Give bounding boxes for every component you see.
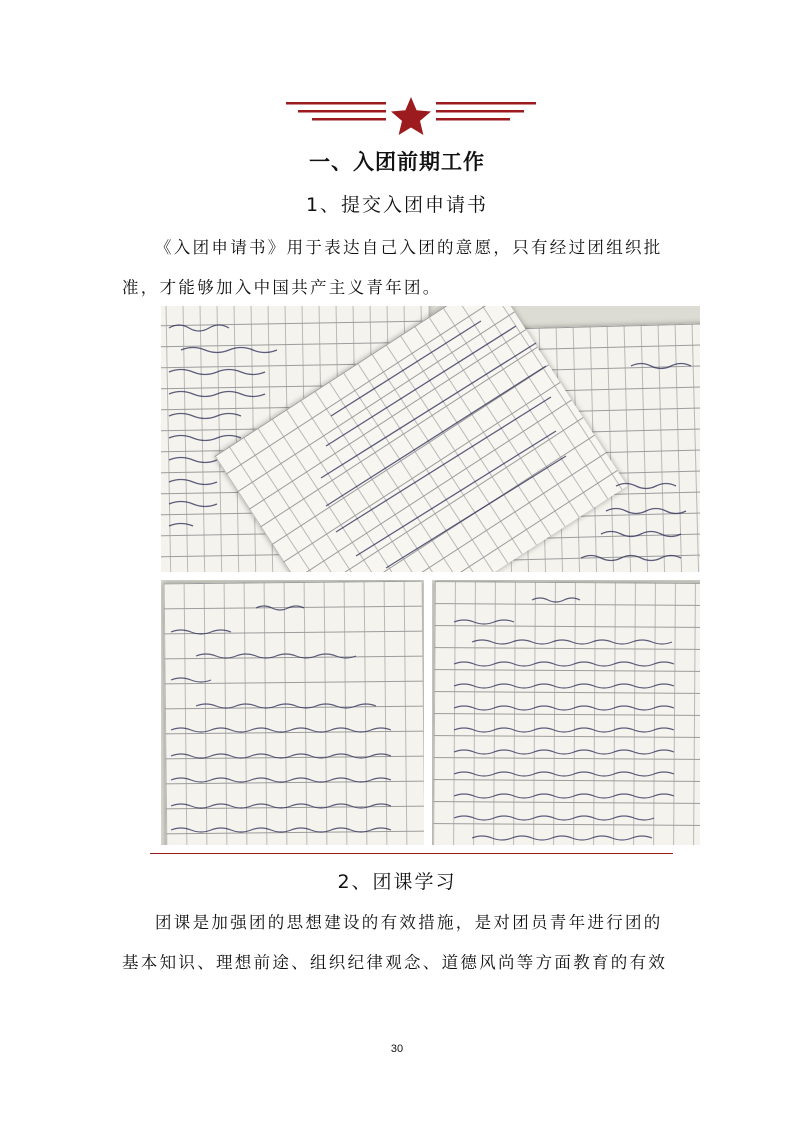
course-paragraph: 团课是加强团的思想建设的有效措施，是对团员青年进行团的基本知识、理想前途、组织纪律观念、道德风尚等方面教育的有效 xyxy=(122,913,668,972)
subsection-title-course: 2、团课学习 xyxy=(337,871,457,893)
application-letters-collage xyxy=(161,306,700,572)
handwriting-strokes xyxy=(432,580,700,845)
page-number: 30 xyxy=(390,1043,404,1055)
application-paragraph: 《入团申请书》用于表达自己入团的意愿，只有经过团组织批准，才能够加入中国共产主义青年团。 xyxy=(122,238,663,297)
handwriting-strokes xyxy=(161,580,424,845)
handwriting-strokes xyxy=(161,306,700,572)
star-with-wings-icon xyxy=(286,96,536,136)
divider-line xyxy=(150,853,673,854)
application-letter-right xyxy=(432,580,700,845)
subsection-title-application: 1、提交入团申请书 xyxy=(305,194,489,216)
section-title: 一、入团前期工作 xyxy=(309,150,485,174)
application-letter-left xyxy=(161,580,424,845)
